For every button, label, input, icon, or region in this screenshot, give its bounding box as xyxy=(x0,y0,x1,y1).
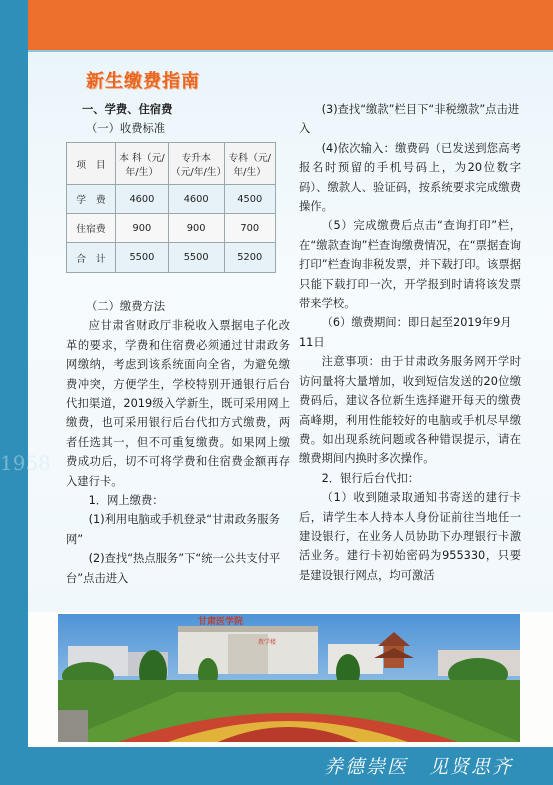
table-cell: 4500 xyxy=(224,185,276,214)
building-sign-text: 教学楼 xyxy=(258,639,277,646)
online-payment-heading: 1．网上缴费： xyxy=(88,494,164,508)
table-header-row xyxy=(67,143,276,185)
table-cell: 700 xyxy=(224,214,276,243)
online-step-1: (1)利用电脑或手机登录“甘肃政务服务网” xyxy=(66,513,280,546)
school-emblem-watermark xyxy=(0,360,51,590)
online-step-6: （6）缴费期间：即日起至2019年9月11日 xyxy=(299,316,512,349)
table-row xyxy=(67,185,276,214)
school-motto: 养德崇医 见贤思齐 xyxy=(323,756,513,778)
table-cell: 5500 xyxy=(168,243,224,273)
table-row xyxy=(67,214,276,243)
campus-illustration xyxy=(58,614,520,742)
table-cell: 合 计 xyxy=(67,243,116,273)
bank-deduction-heading: 2．银行后台代扣： xyxy=(321,471,420,485)
fee-table xyxy=(66,142,276,273)
bank-deduction-paragraph: （1）收到随录取通知书寄送的建行卡后，请学生本人持本人身份证前往当地任一建设银行，在业务人员协助下办理银行卡激活业务。建行卡初始密码为955330，只要是建设银行网点，均可激活 xyxy=(299,491,521,582)
table-cell: 学 费 xyxy=(67,185,116,214)
campus-sign-text: 甘肃医学院 xyxy=(198,617,244,627)
table-cell: 4600 xyxy=(116,185,169,214)
table-header-cell: 项 目 xyxy=(67,143,116,185)
table-row xyxy=(67,243,276,273)
section-heading-fees: 一、学费、住宿费 xyxy=(82,103,173,116)
emblem-year: 1958 xyxy=(0,451,51,475)
table-header-cell: 专升本（元/年/生） xyxy=(168,143,224,185)
notice-paragraph: 注意事项：由于甘肃政务服务网开学时访问量将大量增加，收到短信发送的20位缴费码后，建议各位新生选择避开每天的缴费高峰期，利用性能较好的电脑或手机尽早缴费。如出现系统问题或各种错误提示，请在缴费期间内换时多次操作。 xyxy=(299,355,521,466)
page-title: 新生缴费指南 xyxy=(86,71,200,92)
campus-photo xyxy=(58,614,520,742)
table-cell: 住宿费 xyxy=(67,214,116,243)
table-header-cell: 本 科（元/年/生） xyxy=(116,143,169,185)
payment-method-paragraph: 应甘肃省财政厅非税收入票据电子化改革的要求，学费和住宿费必须通过甘肃政务网缴纳，考虑到该系统面向全省，为避免缴费冲突，方便学生，学校特别开通银行后台代扣渠道，2019级入学新生，既可采用网上缴费，也可采用银行后台代扣方式缴费，两者任选其一，但不可重复缴费。如果网上缴费成功后，切不可将学费和住宿费金额再存入建行卡。 xyxy=(66,319,290,488)
online-step-3: (3)查找“缴款”栏目下“非税缴款”点击进入 xyxy=(299,103,520,136)
table-header-cell: 专科（元/年/生） xyxy=(224,143,276,185)
table-cell: 4600 xyxy=(168,185,224,214)
online-step-5: （5）完成缴费后点击“查询打印”栏，在“缴款查询”栏查询缴费情况，在“票据查询打印”栏查询非税发票，并下载打印。该票据只能下载打印一次，开学报到时请将该发票带来学校。 xyxy=(299,219,521,311)
table-cell: 900 xyxy=(168,214,224,243)
table-cell: 900 xyxy=(116,214,169,243)
left-column xyxy=(66,100,290,139)
online-step-2: (2)查找“热点服务”下“统一公共支付平台”点击进入 xyxy=(66,552,281,585)
subheading-payment-method: （二）缴费方法 xyxy=(86,300,166,313)
table-cell: 5500 xyxy=(116,243,169,273)
online-step-4: (4)依次输入：缴费码（已发送到您高考报名时预留的手机号码上，为20位数字码）、缴款人、验证码，按系统要求完成缴费操作。 xyxy=(299,141,521,214)
right-column xyxy=(299,100,521,585)
left-column-lower xyxy=(66,297,290,588)
subheading-fee-standard: （一）收费标准 xyxy=(86,122,166,136)
top-orange-band xyxy=(28,0,553,50)
table-cell: 5200 xyxy=(224,243,276,273)
